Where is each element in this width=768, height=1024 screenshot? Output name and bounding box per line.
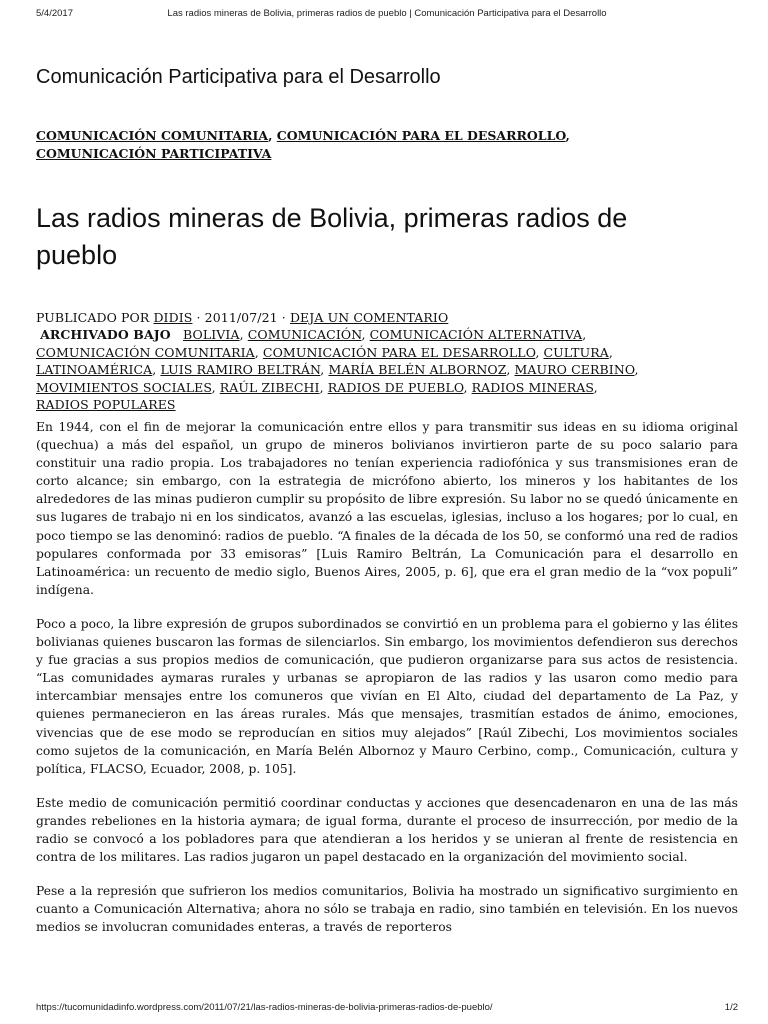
filed-under-label: ARCHIVADO BAJO xyxy=(40,327,171,343)
paragraph: Poco a poco, la libre expresión de grupos subordinados se convirtió en un problema para el gobierno y las élites bolivianas quienes buscaron las formas de silenciarlos. Sin embargo, los movimientos defendieron sus derechos y fue gracias a sus propios medios de comunicación, que pudieron organizarse para sus actos de resistencia. “Las comunidades aymaras rurales y urbanas se apropiaron de las radios y las usaron como medio para intercambiar mensajes entre los comuneros que vivían en El Alto, ciudad del departamento de La Paz, y quienes permanecieron en las áreas rurales. Más que mensajes, trasmitían estados de ánimo, emociones, vivencias que de ese modo se reproducían en sitios muy alejados” [Raúl Zibechi, Los movimientos sociales como sujetos de la comunicación, en María Belén Albornoz y Mauro Cerbino, comp., Comunicación, cultura y política, FLACSO, Ecuador, 2008, p. 105]. xyxy=(36,616,738,776)
site-title[interactable]: Comunicación Participativa para el Desarrollo xyxy=(36,66,441,88)
tag-link[interactable]: RAÚL ZIBECHI xyxy=(219,379,320,395)
tag-link[interactable]: RADIOS DE PUEBLO xyxy=(327,379,464,395)
tag-link[interactable]: MAURO CERBINO xyxy=(514,362,635,378)
tag-link[interactable]: MARÍA BELÉN ALBORNOZ xyxy=(328,362,507,378)
post-title: Las radios mineras de Bolivia, primeras radios de pueblo xyxy=(36,203,628,270)
tag-link[interactable]: RADIOS MINERAS xyxy=(471,379,594,395)
paragraph: Pese a la represión que sufrieron los medios comunitarios, Bolivia ha mostrado un significativo surgimiento en cuanto a Comunicación Alternativa; ahora no sólo se trabaja en radio, sino también en televisión. En los nuevos medios se involucran comunidades enteras, a través de reporteros xyxy=(36,884,738,935)
print-header xyxy=(36,8,738,22)
paragraph: Este medio de comunicación permitió coordinar conductas y acciones que desencadenaron en una de las más grandes rebeliones en la historia aymara; de igual forma, durante el proceso de insurrección, por medio de la radio se convocó a los pobladores para que atendieran a los heridos y se unieran al frente de resistencia en contra de los militares. Las radios jugaron un papel destacado en la organización del movimiento social. xyxy=(36,795,738,865)
tag-link[interactable]: BOLIVIA xyxy=(182,327,240,343)
print-date: 5/4/2017 xyxy=(36,8,73,19)
tag-link[interactable]: LUIS RAMIRO BELTRÁN xyxy=(160,362,321,378)
tag-link[interactable]: COMUNICACIÓN ALTERNATIVA xyxy=(369,327,583,343)
paragraph: En 1944, con el fin de mejorar la comunicación entre ellos y para transmitir sus ideas en su idioma original (quechua) a más del español, un grupo de mineros bolivianos invirtieron parte de su poco salario para constituir una radio propia. Los trabajadores no tenían experiencia radiofónica y sus transmisiones eran de corto alcance; sin embargo, con la estrategia de micrófono abierto, los mineros y los habitantes de los alrededores de las minas pudieron cumplir su propósito de libre expresión. Su labor no se quedó únicamente en sus lugares de trabajo ni en los sindicatos, avanzó a las escuelas, iglesias, incluso a los hogares; por lo cual, en poco tiempo se las denominó: radios de pueblo. “A finales de la década de los 50, se conformó una red de radios populares conformada por 33 emisoras” [Luis Ramiro Beltrán, La Comunicación para el desarrollo en Latinoamérica: un recuento de medio siglo, Buenos Aires, 2005, p. 6], que era el gran medio de la “vox populi” indígena. xyxy=(36,420,738,597)
post-meta: PUBLICADO POR DIDIS · 2011/07/21 · DEJA UN COMENTARIO ARCHIVADO BAJO BOLIVIA, COMUNICACIÓN, COMUNICACIÓN ALTERNATIVA, COMUNICACIÓN COMUNITARIA, COMUNICACIÓN PARA EL DESARROLLO, CULTURA, LATINOAMÉRICA, LUIS RAMIRO BELTRÁN, MARÍA BELÉN ALBORNOZ, MAURO CERBINO, MOVIMIENTOS SOCIALES, RAÚL ZIBECHI, RADIOS DE PUEBLO, RADIOS MINERAS, RADIOS POPULARES xyxy=(36,310,639,413)
category-links: COMUNICACIÓN COMUNITARIA, COMUNICACIÓN PARA EL DESARROLLO, COMUNICACIÓN PARTICIPATIVA xyxy=(36,128,570,161)
published-label: PUBLICADO POR xyxy=(36,310,150,325)
category-link[interactable]: COMUNICACIÓN PARA EL DESARROLLO xyxy=(276,128,566,143)
print-page-title: Las radios mineras de Bolivia, primeras radios de pueblo | Comunicación Participativa para el Desarrollo xyxy=(167,8,607,19)
tag-link[interactable]: COMUNICACIÓN xyxy=(247,327,362,343)
post-body xyxy=(36,418,738,952)
tag-link[interactable]: RADIOS POPULARES xyxy=(36,397,176,413)
post-date: 2011/07/21 xyxy=(204,310,278,325)
tag-link[interactable]: COMUNICACIÓN COMUNITARIA xyxy=(36,344,255,360)
tag-link[interactable]: LATINOAMÉRICA xyxy=(36,362,153,378)
comment-link[interactable]: DEJA UN COMENTARIO xyxy=(289,310,449,325)
category-link[interactable]: COMUNICACIÓN PARTICIPATIVA xyxy=(36,146,272,161)
tag-link[interactable]: MOVIMIENTOS SOCIALES xyxy=(36,379,212,395)
tag-link[interactable]: COMUNICACIÓN PARA EL DESARROLLO xyxy=(262,344,536,360)
print-url: https://tucomunidadinfo.wordpress.com/2011/07/21/las-radios-mineras-de-bolivia-primeras-radios-de-pueblo/ xyxy=(36,1002,493,1013)
print-footer xyxy=(36,1002,738,1016)
page-number: 1/2 xyxy=(724,1002,738,1013)
tag-link[interactable]: CULTURA xyxy=(543,344,609,360)
category-link[interactable]: COMUNICACIÓN COMUNITARIA xyxy=(36,128,269,143)
author-link[interactable]: DIDIS xyxy=(153,310,193,325)
